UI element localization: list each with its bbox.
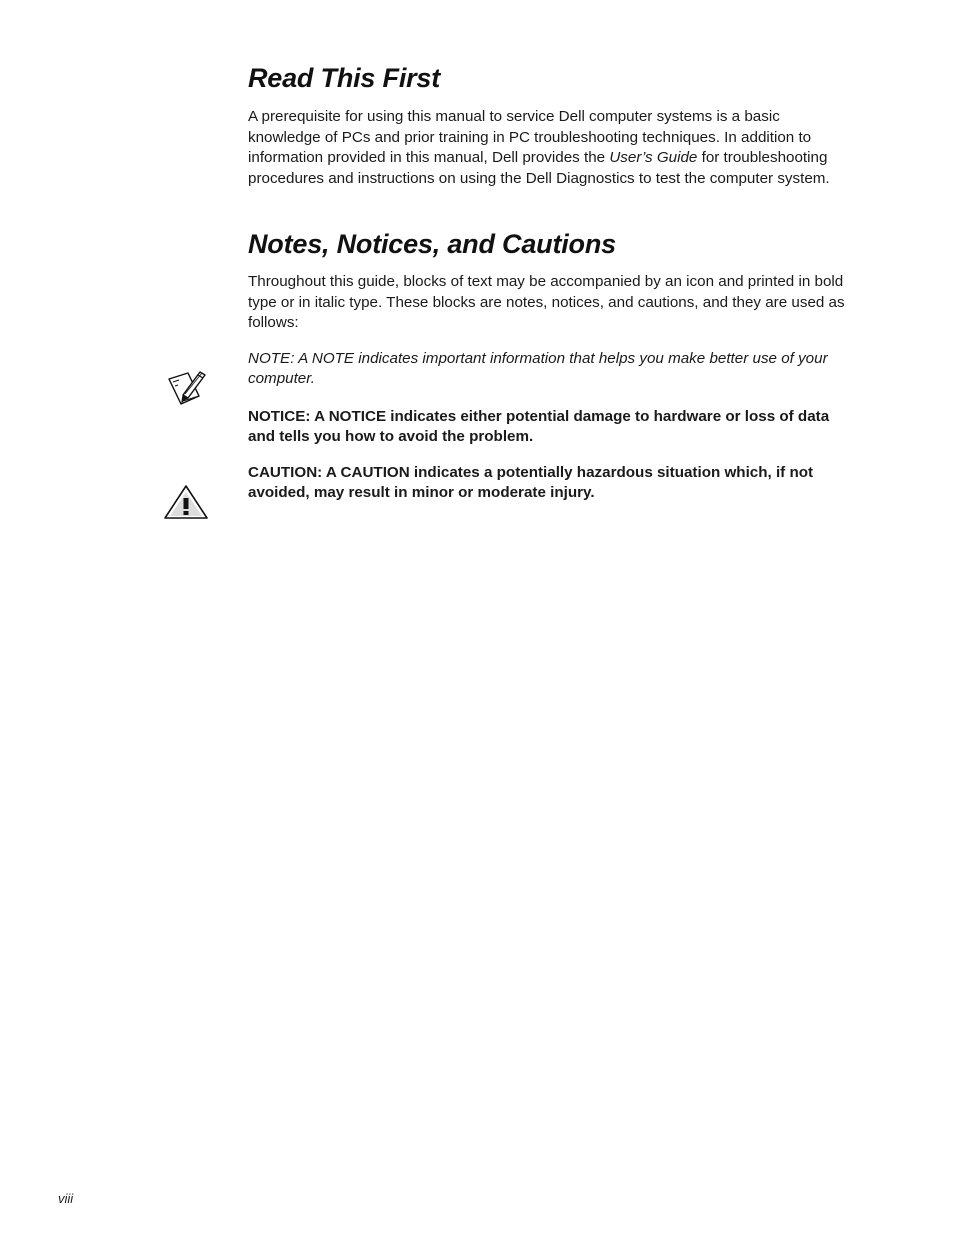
read-this-first-paragraph [248,107,848,189]
note-pencil-icon [166,368,208,406]
paragraph-text-end: for troubleshooting procedures and instructions on using the Dell Diagnostics to test the computer system. [248,149,830,187]
caution-triangle-icon [163,483,209,521]
users-guide-title: User’s Guide [609,149,698,166]
paragraph-text-start: A prerequisite for using this manual to service Dell computer systems is a basic knowledge of PCs and prior training in PC troubleshooting techniques. In addition to information provided in this manual, Dell provides the [248,108,812,166]
page-content [248,58,848,504]
page-number: viii [58,1191,74,1206]
read-this-first-heading: Read This First [248,63,441,93]
notes-intro-paragraph: Throughout this guide, blocks of text may be accompanied by an icon and printed in bold type or in italic type. These blocks are notes, notices, and cautions, and they are used as follows: [248,273,845,331]
caution-text: CAUTION: A CAUTION indicates a potentially hazardous situation which, if not avoided, may result in minor or moderate injury. [248,463,814,501]
notice-text: NOTICE: A NOTICE indicates either potential damage to hardware or loss of data and tells you how to avoid the problem. [248,407,830,445]
notes-notices-cautions-heading: Notes, Notices, and Cautions [248,229,616,259]
note-text: NOTE: A NOTE indicates important information that helps you make better use of your computer. [248,349,828,387]
